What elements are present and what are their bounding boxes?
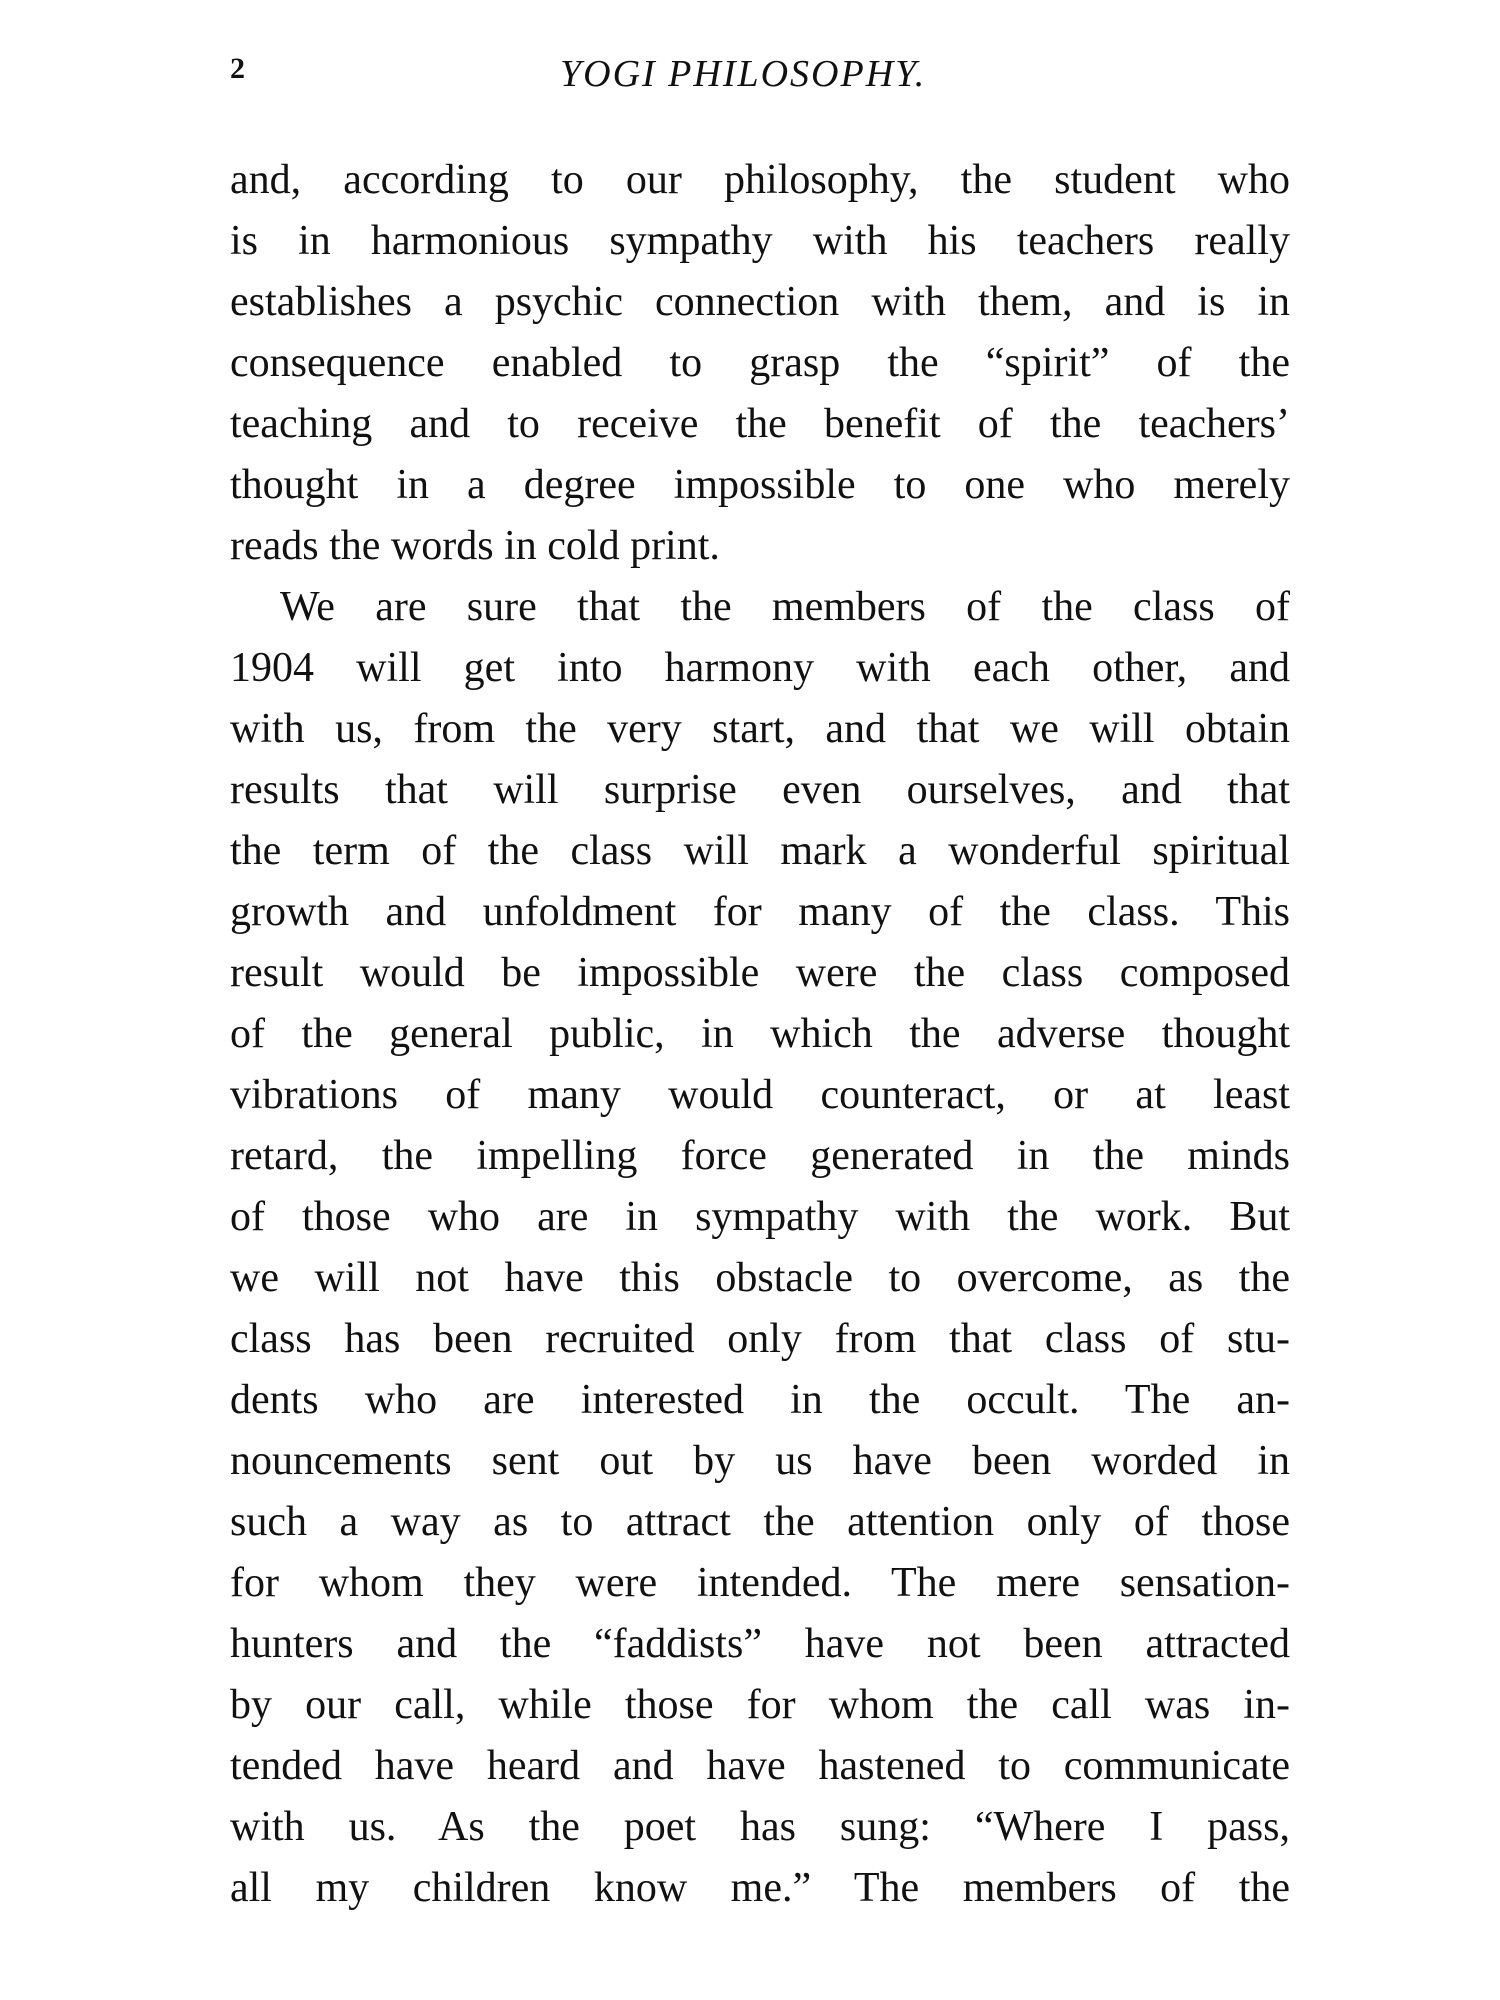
text-line: teaching and to receive the benefit of the teachers’: [230, 401, 1290, 447]
text-line: with us, from the very start, and that we will obtain: [230, 706, 1290, 752]
text-line: we will not have this obstacle to overcome, as the: [230, 1255, 1290, 1301]
page-header: [230, 52, 1290, 112]
paragraph-2: [230, 577, 1290, 1919]
running-title: YOGI PHILOSOPHY.: [560, 53, 927, 95]
text-line: 1904 will get into harmony with each other, and: [230, 645, 1290, 691]
text-line: results that will surprise even ourselves, and that: [230, 767, 1290, 813]
text-line: consequence enabled to grasp the “spirit” of the: [230, 340, 1290, 386]
page-body: [230, 150, 1290, 1919]
text-line: dents who are interested in the occult. The an-: [230, 1377, 1290, 1423]
text-line: We are sure that the members of the class of: [280, 584, 1290, 630]
text-line: nouncements sent out by us have been worded in: [230, 1438, 1290, 1484]
text-line: such a way as to attract the attention only of those: [230, 1499, 1290, 1545]
text-line: of the general public, in which the adverse thought: [230, 1011, 1290, 1057]
text-line: tended have heard and have hastened to communicate: [230, 1743, 1290, 1789]
page-number: 2: [230, 52, 245, 85]
text-line: and, according to our philosophy, the student who: [230, 157, 1290, 203]
paragraph-1: [230, 150, 1290, 577]
text-line: result would be impossible were the class composed: [230, 950, 1290, 996]
text-line: growth and unfoldment for many of the class. This: [230, 889, 1290, 935]
text-line: with us. As the poet has sung: “Where I pass,: [230, 1804, 1290, 1850]
text-line: reads the words in cold print.: [230, 523, 720, 569]
text-line: retard, the impelling force generated in the minds: [230, 1133, 1290, 1179]
text-line: the term of the class will mark a wonderful spiritual: [230, 828, 1290, 874]
text-line: thought in a degree impossible to one who merely: [230, 462, 1290, 508]
text-line: of those who are in sympathy with the work. But: [230, 1194, 1290, 1240]
text-line: class has been recruited only from that class of stu-: [230, 1316, 1290, 1362]
text-line: is in harmonious sympathy with his teachers really: [230, 218, 1290, 264]
text-line: by our call, while those for whom the call was in-: [230, 1682, 1290, 1728]
text-line: all my children know me.” The members of the: [230, 1865, 1290, 1911]
text-line: establishes a psychic connection with them, and is in: [230, 279, 1290, 325]
text-line: hunters and the “faddists” have not been attracted: [230, 1621, 1290, 1667]
text-line: vibrations of many would counteract, or at least: [230, 1072, 1290, 1118]
text-line: for whom they were intended. The mere sensation-: [230, 1560, 1290, 1606]
